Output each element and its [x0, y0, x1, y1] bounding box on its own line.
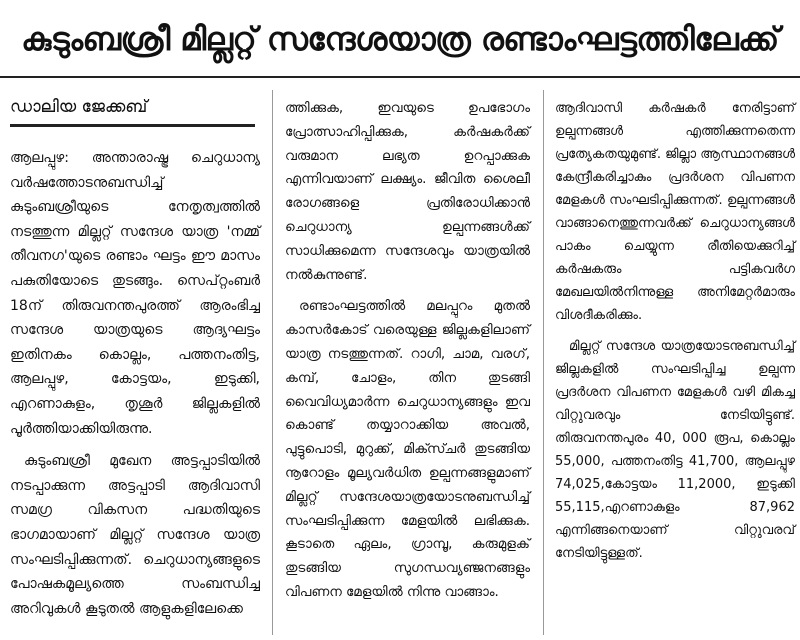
column-divider: [272, 90, 273, 635]
byline-rule: [10, 124, 255, 127]
byline: ഡാലിയ ജേക്കബ്: [10, 97, 148, 117]
headline-rule: [0, 76, 800, 78]
paragraph: രണ്ടാംഘട്ടത്തിൽ മലപ്പുറം മുതൽ കാസർകോട് വരെയുള്ള ജില്ലകളിലാണ് യാത്ര നടത്തുന്നത്. റാഗി, ചാമ, വരഗ്, കമ്പ്, ചോളം, തിന തുടങ്ങി വൈവിധ്യമാർന്ന ചെറുധാന്യങ്ങളും ഇവ കൊണ്ട് തയ്യാറാക്കിയ അവൽ, പുട്ടുപൊടി, മുറുക്ക്, മിക്സ്ചർ തുടങ്ങിയ നൂറോളം മൂല്യവർധിത ഉല്പന്നങ്ങളുമാണ് മില്ലറ്റ് സന്ദേശയാത്രയോടനുബന്ധിച്ച് സംഘടിപ്പിക്കുന്ന മേളയിൽ ലഭിക്കുക. കൂടാതെ ഏലം, ഗ്രാമ്പൂ, കരുമുളക് തുടങ്ങിയ സുഗന്ധവ്യഞ്ജനങ്ങളും വിപണന മേളയിൽ നിന്നു വാങ്ങാം.: [285, 298, 530, 600]
paragraph: കുടുംബശ്രീ മുഖേന അട്ടപ്പാടിയിൽ നടപ്പാക്കുന്ന അട്ടപ്പാടി ആദിവാസി സമഗ്ര വികസന പദ്ധതിയുടെ ഭാഗമായാണ് മില്ലറ്റ് സന്ദേശ യാത്ര സംഘടിപ്പിക്കുന്നത്. ചെറുധാന്യങ്ങളുടെ പോഷകമൂല്യത്തെ സംബന്ധിച്ച അറിവുകൾ കൂടുതൽ ആളുകളിലേക്കെ: [10, 453, 260, 617]
headline: കുടുംബശ്രീ മില്ലറ്റ് സന്ദേശയാത്ര രണ്ടാംഘട്ടത്തിലേക്ക്: [21, 19, 779, 58]
article-column-3: [555, 97, 795, 573]
paragraph: മില്ലറ്റ് സന്ദേശ യാത്രയോടനുബന്ധിച്ച് ജില്ലകളിൽ സംഘടിപ്പിച്ച ഉല്പന്ന പ്രദർശന വിപണന മേളകൾ വഴി മികച്ച വിറ്റുവരവും നേടിയിട്ടുണ്ട്. തിരുവനന്തപുരം 40, 000 രൂപ, കൊല്ലം 55,000, പത്തനംതിട്ട 41,700, ആലപ്പുഴ 74,025,കോട്ടയം 11,2000, ഇടുക്കി 55,115,എറണാകുളം 87,962 എന്നിങ്ങനെയാണ് വിറ്റുവരവ് നേടിയിട്ടുള്ളത്.: [555, 339, 795, 561]
paragraph: ത്തിക്കുക, ഇവയുടെ ഉപഭോഗം പ്രോത്സാഹിപ്പിക്കുക, കർഷകർക്ക് വരുമാന ലഭ്യത ഉറപ്പാക്കുക എന്നിവയാണ് ലക്ഷ്യം. ജീവിത ശൈലീ രോഗങ്ങളെ പ്രതിരോധിക്കാൻ ചെറുധാന്യ ഉല്പന്നങ്ങൾക്ക് സാധിക്കുമെന്ന സന്ദേശവും യാത്രയിൽ നൽകുന്നുണ്ട്.: [285, 100, 530, 283]
column-divider: [543, 90, 544, 635]
article-column-1: [10, 146, 260, 629]
article-column-2: [285, 97, 530, 613]
paragraph: ആദിവാസി കർഷകർ നേരിട്ടാണ് ഉല്പന്നങ്ങൾ എത്തിക്കുന്നതെന്ന പ്രത്യേകതയുമുണ്ട്. ജില്ലാ ആസ്ഥാനങ്ങൾ കേന്ദ്രീകരിച്ചാകും പ്രദർശന വിപണന മേളകൾ സംഘടിപ്പിക്കുന്നത്. ഉല്പന്നങ്ങൾ വാങ്ങാനെത്തുന്നവർക്ക് ചെറുധാന്യങ്ങൾ പാകം ചെയ്യുന്ന രീതിയെക്കുറിച്ച് കർഷകരും പട്ടികവർഗ മേഖലയിൽനിന്നുള്ള അനിമേറ്റർമാരും വിശദീകരിക്കും.: [555, 101, 795, 323]
paragraph: ആലപ്പുഴ: അന്താരാഷ്ട്ര ചെറുധാന്യ വർഷത്തോടനുബന്ധിച്ച് കുടുംബശ്രീയുടെ നേതൃത്വത്തിൽ നടത്തുന്ന മില്ലറ്റ് സന്ദേശ യാത്ര 'നമ്മ് തീവനഗ'യുടെ രണ്ടാം ഘട്ടം ഈ മാസം പകുതിയോടെ തുടങ്ങും. സെപ്റ്റംബർ 18ന് തിരുവനന്തപുരത്ത് ആരംഭിച്ച സന്ദേശ യാത്രയുടെ ആദ്യഘട്ടം ഇതിനകം കൊല്ലം, പത്തനംതിട്ട, ആലപ്പുഴ, കോട്ടയം, ഇടുക്കി, എറണാകുളം, തൃശൂർ ജില്ലകളിൽ പൂർത്തിയാക്കിയിരുന്നു.: [10, 150, 260, 437]
